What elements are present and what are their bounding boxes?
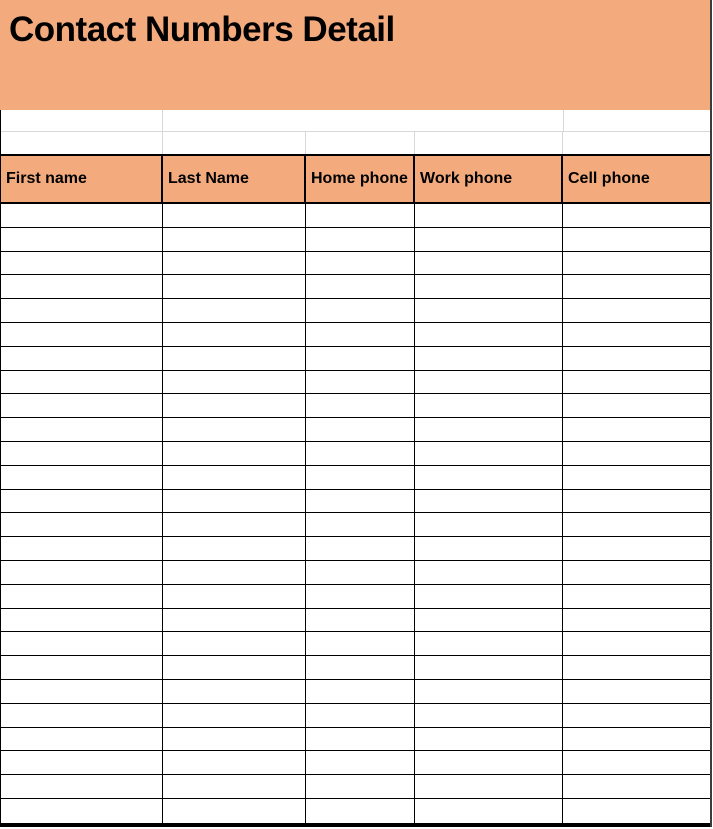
cell-last-name[interactable] — [163, 513, 306, 536]
column-header-work-phone: Work phone — [415, 156, 563, 202]
page-title: Contact Numbers Detail — [9, 10, 395, 49]
table-row — [1, 347, 710, 371]
cell-work-phone[interactable] — [415, 704, 563, 727]
cell-home-phone[interactable] — [306, 466, 415, 489]
cell-work-phone[interactable] — [415, 799, 563, 823]
table-row — [1, 537, 710, 561]
cell-first-name[interactable] — [1, 585, 163, 608]
cell-first-name[interactable] — [1, 609, 163, 632]
column-header-home-phone: Home phone — [306, 156, 415, 202]
cell-cell-phone[interactable] — [563, 275, 710, 298]
table-header-row — [1, 154, 710, 204]
cell-last-name[interactable] — [163, 347, 306, 370]
cell-last-name[interactable] — [163, 775, 306, 798]
cell-first-name[interactable] — [1, 775, 163, 798]
spacer-row-1 — [1, 110, 710, 132]
cell-work-phone[interactable] — [415, 680, 563, 703]
cell-last-name[interactable] — [163, 609, 306, 632]
table-row — [1, 728, 710, 752]
cell-last-name[interactable] — [163, 632, 306, 655]
cell-first-name[interactable] — [1, 680, 163, 703]
table-row — [1, 442, 710, 466]
cell-work-phone[interactable] — [415, 561, 563, 584]
cell-first-name[interactable] — [1, 632, 163, 655]
cell-cell-phone[interactable] — [563, 632, 710, 655]
cell-cell-phone[interactable] — [563, 204, 710, 227]
cell-work-phone[interactable] — [415, 632, 563, 655]
table-row — [1, 680, 710, 704]
cell-first-name[interactable] — [1, 442, 163, 465]
table-row — [1, 751, 710, 775]
cell-home-phone[interactable] — [306, 751, 415, 774]
cell-work-phone[interactable] — [415, 751, 563, 774]
spreadsheet-cell[interactable] — [306, 132, 415, 154]
cell-first-name[interactable] — [1, 466, 163, 489]
cell-first-name[interactable] — [1, 751, 163, 774]
table-row — [1, 275, 710, 299]
cell-home-phone[interactable] — [306, 585, 415, 608]
cell-cell-phone[interactable] — [563, 728, 710, 751]
table-row — [1, 371, 710, 395]
cell-home-phone[interactable] — [306, 299, 415, 322]
cell-home-phone[interactable] — [306, 561, 415, 584]
cell-home-phone[interactable] — [306, 513, 415, 536]
cell-work-phone[interactable] — [415, 252, 563, 275]
table-row — [1, 394, 710, 418]
cell-first-name[interactable] — [1, 252, 163, 275]
cell-last-name[interactable] — [163, 323, 306, 346]
cell-cell-phone[interactable] — [563, 299, 710, 322]
cell-last-name[interactable] — [163, 561, 306, 584]
cell-home-phone[interactable] — [306, 228, 415, 251]
cell-first-name[interactable] — [1, 537, 163, 560]
cell-cell-phone[interactable] — [563, 371, 710, 394]
cell-cell-phone[interactable] — [563, 418, 710, 441]
cell-home-phone[interactable] — [306, 799, 415, 823]
cell-work-phone[interactable] — [415, 513, 563, 536]
cell-last-name[interactable] — [163, 585, 306, 608]
cell-cell-phone[interactable] — [563, 490, 710, 513]
cell-home-phone[interactable] — [306, 490, 415, 513]
spreadsheet-cell[interactable] — [163, 132, 306, 154]
cell-last-name[interactable] — [163, 394, 306, 417]
cell-home-phone[interactable] — [306, 323, 415, 346]
table-row — [1, 418, 710, 442]
table-row — [1, 299, 710, 323]
cell-last-name[interactable] — [163, 490, 306, 513]
cell-first-name[interactable] — [1, 323, 163, 346]
grid-area — [0, 110, 710, 827]
cell-work-phone[interactable] — [415, 418, 563, 441]
cell-first-name[interactable] — [1, 394, 163, 417]
cell-first-name[interactable] — [1, 513, 163, 536]
cell-home-phone[interactable] — [306, 347, 415, 370]
cell-cell-phone[interactable] — [563, 751, 710, 774]
table-row — [1, 561, 710, 585]
cell-last-name[interactable] — [163, 537, 306, 560]
cell-first-name[interactable] — [1, 728, 163, 751]
cell-cell-phone[interactable] — [563, 775, 710, 798]
cell-work-phone[interactable] — [415, 490, 563, 513]
cell-last-name[interactable] — [163, 751, 306, 774]
cell-first-name[interactable] — [1, 204, 163, 227]
cell-first-name[interactable] — [1, 418, 163, 441]
cell-home-phone[interactable] — [306, 704, 415, 727]
cell-home-phone[interactable] — [306, 252, 415, 275]
table-body — [1, 204, 710, 827]
cell-cell-phone[interactable] — [563, 347, 710, 370]
cell-home-phone[interactable] — [306, 609, 415, 632]
cell-home-phone[interactable] — [306, 442, 415, 465]
cell-cell-phone[interactable] — [563, 680, 710, 703]
cell-last-name[interactable] — [163, 680, 306, 703]
cell-first-name[interactable] — [1, 656, 163, 679]
cell-cell-phone[interactable] — [563, 537, 710, 560]
cell-work-phone[interactable] — [415, 299, 563, 322]
table-row — [1, 466, 710, 490]
table-row — [1, 799, 710, 823]
cell-last-name[interactable] — [163, 466, 306, 489]
cell-first-name[interactable] — [1, 799, 163, 823]
cell-work-phone[interactable] — [415, 394, 563, 417]
cell-cell-phone[interactable] — [563, 704, 710, 727]
cell-last-name[interactable] — [163, 442, 306, 465]
cell-last-name[interactable] — [163, 704, 306, 727]
cell-home-phone[interactable] — [306, 775, 415, 798]
cell-work-phone[interactable] — [415, 347, 563, 370]
spacer-row-2 — [1, 132, 710, 154]
cell-first-name[interactable] — [1, 299, 163, 322]
table-row — [1, 323, 710, 347]
cell-work-phone[interactable] — [415, 728, 563, 751]
cell-home-phone[interactable] — [306, 394, 415, 417]
column-header-cell-phone: Cell phone — [568, 170, 650, 187]
cell-first-name[interactable] — [1, 371, 163, 394]
title-banner — [0, 0, 710, 110]
cell-first-name[interactable] — [1, 561, 163, 584]
cell-first-name[interactable] — [1, 490, 163, 513]
cell-cell-phone[interactable] — [563, 466, 710, 489]
cell-first-name[interactable] — [1, 275, 163, 298]
cell-last-name[interactable] — [163, 371, 306, 394]
cell-work-phone[interactable] — [415, 275, 563, 298]
table-row — [1, 609, 710, 633]
cell-work-phone[interactable] — [415, 204, 563, 227]
cell-home-phone[interactable] — [306, 632, 415, 655]
cell-cell-phone[interactable] — [563, 561, 710, 584]
cell-first-name[interactable] — [1, 347, 163, 370]
cell-work-phone[interactable] — [415, 609, 563, 632]
cell-cell-phone[interactable] — [563, 252, 710, 275]
cell-cell-phone[interactable] — [563, 228, 710, 251]
table-row — [1, 228, 710, 252]
cell-last-name[interactable] — [163, 252, 306, 275]
spreadsheet-cell[interactable] — [563, 132, 710, 154]
table-row — [1, 632, 710, 656]
cell-first-name[interactable] — [1, 228, 163, 251]
table-row — [1, 704, 710, 728]
spreadsheet-cell[interactable] — [1, 132, 163, 154]
cell-home-phone[interactable] — [306, 728, 415, 751]
cell-home-phone[interactable] — [306, 656, 415, 679]
table-row — [1, 775, 710, 799]
cell-last-name[interactable] — [163, 799, 306, 823]
spreadsheet-cell[interactable] — [564, 110, 710, 131]
cell-cell-phone[interactable] — [563, 609, 710, 632]
spreadsheet-cell[interactable] — [1, 110, 163, 131]
cell-work-phone[interactable] — [415, 585, 563, 608]
cell-home-phone[interactable] — [306, 418, 415, 441]
column-header-last-name: Last Name — [163, 156, 306, 202]
cell-work-phone[interactable] — [415, 228, 563, 251]
cell-last-name[interactable] — [163, 299, 306, 322]
cell-home-phone[interactable] — [306, 371, 415, 394]
cell-work-phone[interactable] — [415, 775, 563, 798]
cell-cell-phone[interactable] — [563, 442, 710, 465]
cell-home-phone[interactable] — [306, 680, 415, 703]
cell-last-name[interactable] — [163, 728, 306, 751]
cell-work-phone[interactable] — [415, 537, 563, 560]
cell-home-phone[interactable] — [306, 204, 415, 227]
column-header-first-name: First name — [1, 156, 163, 202]
table-row — [1, 585, 710, 609]
cell-last-name[interactable] — [163, 418, 306, 441]
table-row — [1, 490, 710, 514]
cell-home-phone[interactable] — [306, 537, 415, 560]
cell-work-phone[interactable] — [415, 466, 563, 489]
cell-work-phone[interactable] — [415, 371, 563, 394]
cell-last-name[interactable] — [163, 275, 306, 298]
cell-cell-phone[interactable] — [563, 799, 710, 823]
cell-cell-phone[interactable] — [563, 513, 710, 536]
cell-cell-phone[interactable] — [563, 585, 710, 608]
cell-last-name[interactable] — [163, 204, 306, 227]
cell-cell-phone[interactable] — [563, 323, 710, 346]
cell-work-phone[interactable] — [415, 442, 563, 465]
table-row — [1, 513, 710, 537]
spreadsheet-cell[interactable] — [415, 132, 563, 154]
cell-cell-phone[interactable] — [563, 656, 710, 679]
table-row — [1, 252, 710, 276]
cell-first-name[interactable] — [1, 704, 163, 727]
cell-home-phone[interactable] — [306, 275, 415, 298]
table-row — [1, 204, 710, 228]
cell-work-phone[interactable] — [415, 656, 563, 679]
cell-last-name[interactable] — [163, 228, 306, 251]
cell-cell-phone[interactable] — [563, 394, 710, 417]
table-row — [1, 656, 710, 680]
cell-last-name[interactable] — [163, 656, 306, 679]
spreadsheet-cell[interactable] — [163, 110, 564, 131]
cell-work-phone[interactable] — [415, 323, 563, 346]
